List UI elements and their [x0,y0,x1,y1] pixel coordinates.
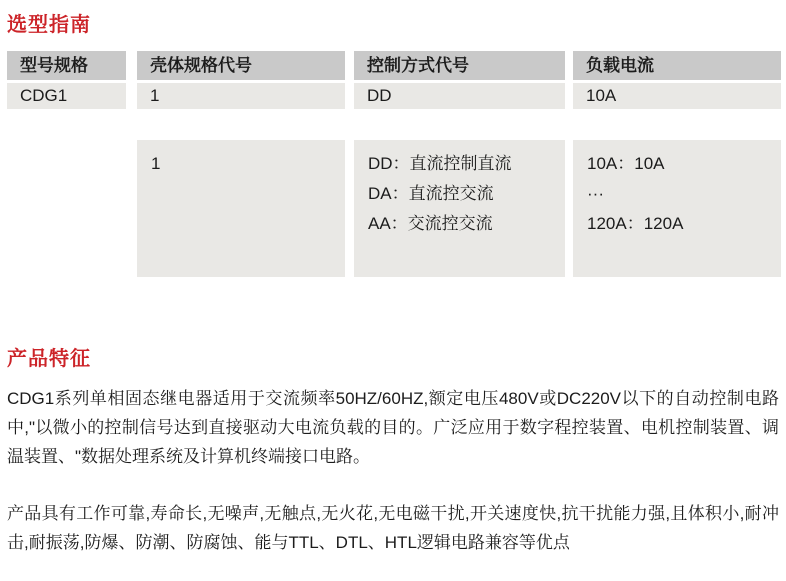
column-header-control-mode: 控制方式代号 [354,51,565,80]
column-value-shell-code: 1 [137,83,345,109]
features-paragraph-2: 产品具有工作可靠,寿命长,无噪声,无触点,无火花,无电磁干扰,开关速度快,抗干扰能力强,且体积小,耐冲击,耐振荡,防爆、防潮、防腐蚀、能与TTL、DTL、HTL逻辑电路兼容等优点 [7,504,779,552]
detail-line: 120A：120A [587,214,684,233]
selection-guide-title: 选型指南 [7,14,91,36]
detail-line: ··· [587,184,604,203]
detail-line: 1 [151,154,161,173]
table-column-load-current [573,51,781,233]
features-paragraph-1: CDG1系列单相固态继电器适用于交流频率50HZ/60HZ,额定电压480V或DC220V以下的自动控制电路中,"以微小的控制信号达到直接驱动大电流负载的目的。广泛应用于数字程控装置、电机控制装置、调温装置、"数据处理系统及计算机终端接口电路。 [7,389,779,466]
column-value-control-mode: DD [354,83,565,109]
detail-box-load-current [573,140,781,277]
detail-box-control-mode [354,140,565,277]
detail-box-shell-code [137,140,345,277]
table-column-shell-code [137,51,345,173]
column-value-model: CDG1 [7,83,126,109]
detail-line: DA：直流控交流 [368,184,494,203]
column-header-shell-code: 壳体规格代号 [137,51,345,80]
detail-line: 10A：10A [587,154,665,173]
product-features-title: 产品特征 [7,348,91,370]
detail-line: AA：交流控交流 [368,214,493,233]
table-column-model [7,51,126,109]
column-value-load-current: 10A [573,83,781,109]
column-header-load-current: 负载电流 [573,51,781,80]
detail-line: DD：直流控制直流 [368,154,512,173]
table-column-control-mode [354,51,565,233]
column-header-model: 型号规格 [7,51,126,80]
